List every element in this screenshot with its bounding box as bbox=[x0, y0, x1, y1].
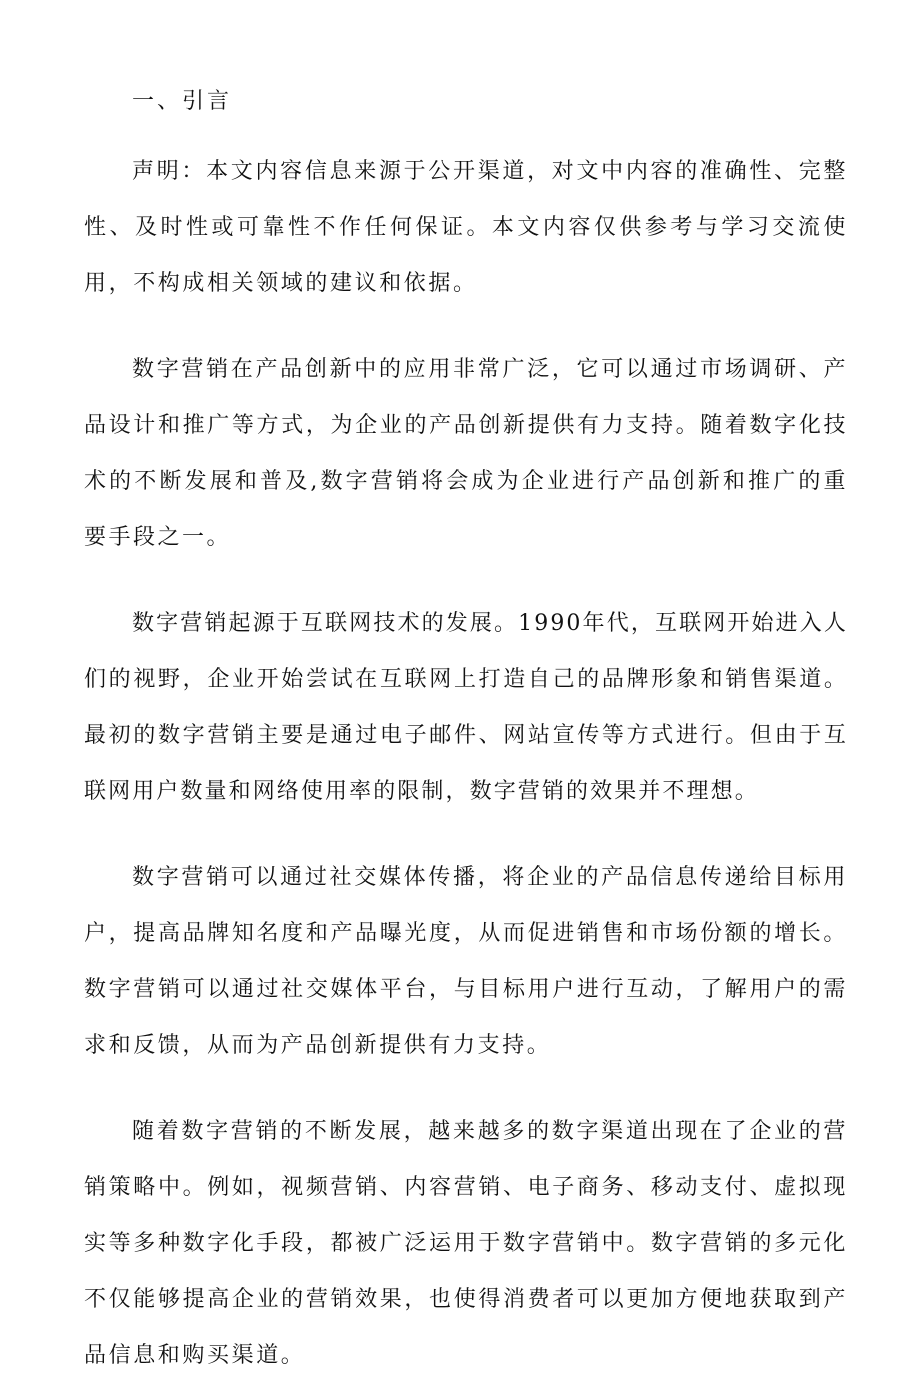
paragraph-digital-channels: 随着数字营销的不断发展，越来越多的数字渠道出现在了企业的营销策略中。例如，视频营销、内容营销、电子商务、移动支付、虚拟现实等多种数字化手段，都被广泛运用于数字营销中。数字营销的多元化不仅能够提高企业的营销效果，也使得消费者可以更加方便地获取到产品信息和购买渠道。 bbox=[84, 1119, 848, 1368]
section-heading: 一、引言 bbox=[132, 89, 233, 114]
paragraph-disclaimer: 声明：本文内容信息来源于公开渠道，对文中内容的准确性、完整性、及时性或可靠性不作任何保证。本文内容仅供参考与学习交流使用，不构成相关领域的建议和依据。 bbox=[84, 159, 848, 296]
paragraph-social-media: 数字营销可以通过社交媒体传播，将企业的产品信息传递给目标用户，提高品牌知名度和产品曝光度，从而促进销售和市场份额的增长。数字营销可以通过社交媒体平台，与目标用户进行互动，了解用户的需求和反馈，从而为产品创新提供有力支持。 bbox=[84, 865, 848, 1058]
paragraph-product-innovation: 数字营销在产品创新中的应用非常广泛，它可以通过市场调研、产品设计和推广等方式，为企业的产品创新提供有力支持。随着数字化技术的不断发展和普及,数字营销将会成为企业进行产品创新和推广的重要手段之一。 bbox=[84, 357, 848, 550]
paragraph-origin: 数字营销起源于互联网技术的发展。1990年代，互联网开始进入人们的视野，企业开始尝试在互联网上打造自己的品牌形象和销售渠道。最初的数字营销主要是通过电子邮件、网站宣传等方式进行。但由于互联网用户数量和网络使用率的限制，数字营销的效果并不理想。 bbox=[84, 611, 848, 804]
